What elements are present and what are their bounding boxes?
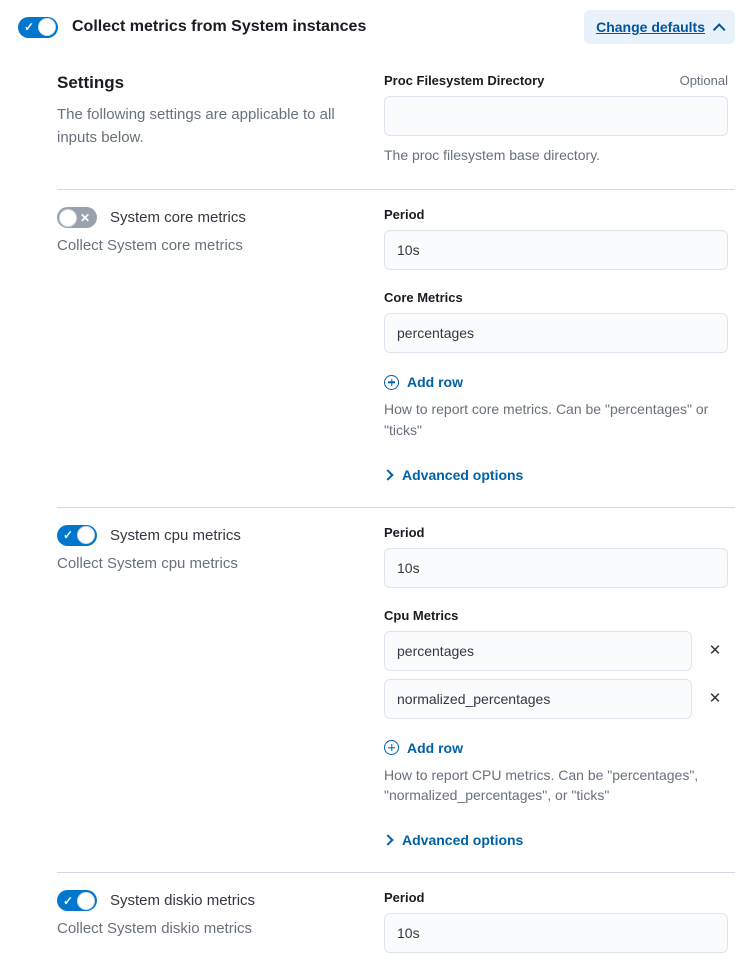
plus-circle-icon [384,740,399,755]
cpu-period-label: Period [384,524,425,540]
settings-section [0,56,749,189]
remove-row-button[interactable]: ✕ [702,643,728,658]
core-advanced-options-button[interactable] [384,467,523,483]
core-metrics-help: How to report core metrics. Can be "percentages" or "ticks" [384,401,709,438]
header-left [18,17,366,38]
cpu-metric-row [384,631,728,671]
core-metrics-description: Collect System core metrics [57,237,243,255]
check-icon: ✓ [63,528,74,543]
proc-fs-optional-badge: Optional [679,73,728,88]
page-title: Collect metrics from System instances [72,18,367,35]
cpu-metrics-section [0,508,749,873]
proc-fs-input[interactable] [384,96,728,136]
check-icon: ✓ [63,893,74,908]
cpu-period-input[interactable] [384,548,728,588]
core-metrics-toggle[interactable] [57,207,97,228]
diskio-metrics-toggle[interactable] [57,890,97,911]
cpu-metrics-title: System cpu metrics [110,526,241,544]
core-metrics-field-label: Core Metrics [384,290,463,306]
diskio-metrics-title: System diskio metrics [110,892,256,910]
chevron-right-icon [382,835,393,846]
change-defaults-label: Change defaults [596,19,705,35]
diskio-metrics-section [0,873,749,977]
diskio-period-label: Period [384,890,425,906]
cpu-metrics-description: Collect System cpu metrics [57,554,238,572]
cpu-metrics-row-input[interactable] [384,679,692,719]
collect-metrics-toggle[interactable] [18,17,58,38]
cpu-metrics-row-input[interactable] [384,631,692,671]
toggle-knob [38,18,56,36]
chevron-right-icon [382,469,393,480]
advanced-options-label: Advanced options [402,466,524,483]
settings-description: The following settings are applicable to all inputs below. [57,106,335,146]
toggle-knob [59,209,77,227]
core-metrics-row-input[interactable] [384,313,728,353]
change-defaults-button[interactable] [584,10,735,44]
settings-heading: Settings [57,73,125,92]
core-period-label: Period [384,207,425,223]
advanced-options-label: Advanced options [402,832,524,849]
core-metrics-section [0,190,749,507]
diskio-period-input[interactable] [384,913,728,953]
cpu-metric-row [384,679,728,719]
toggle-knob [77,892,95,910]
core-add-row-button[interactable] [384,374,463,390]
check-icon: ✓ [24,19,35,34]
cpu-metrics-field-label: Cpu Metrics [384,607,459,623]
header [0,0,749,56]
add-row-label: Add row [407,739,463,756]
remove-row-button[interactable]: ✕ [702,691,728,706]
cpu-metrics-help: How to report CPU metrics. Can be "percentages", "normalized_percentages", or "ticks" [384,766,699,804]
toggle-knob [77,526,95,544]
proc-fs-label: Proc Filesystem Directory [384,73,545,88]
cross-icon: ✕ [79,210,90,225]
core-period-input[interactable] [384,230,728,270]
core-metrics-title: System core metrics [110,209,246,227]
cpu-advanced-options-button[interactable] [384,832,523,848]
add-row-label: Add row [407,374,463,391]
plus-circle-icon [384,375,399,390]
chevron-up-icon [713,23,726,36]
cpu-add-row-button[interactable] [384,740,463,756]
proc-fs-help: The proc filesystem base directory. [384,147,601,163]
diskio-metrics-description: Collect System diskio metrics [57,920,253,938]
cpu-metrics-toggle[interactable] [57,525,97,546]
